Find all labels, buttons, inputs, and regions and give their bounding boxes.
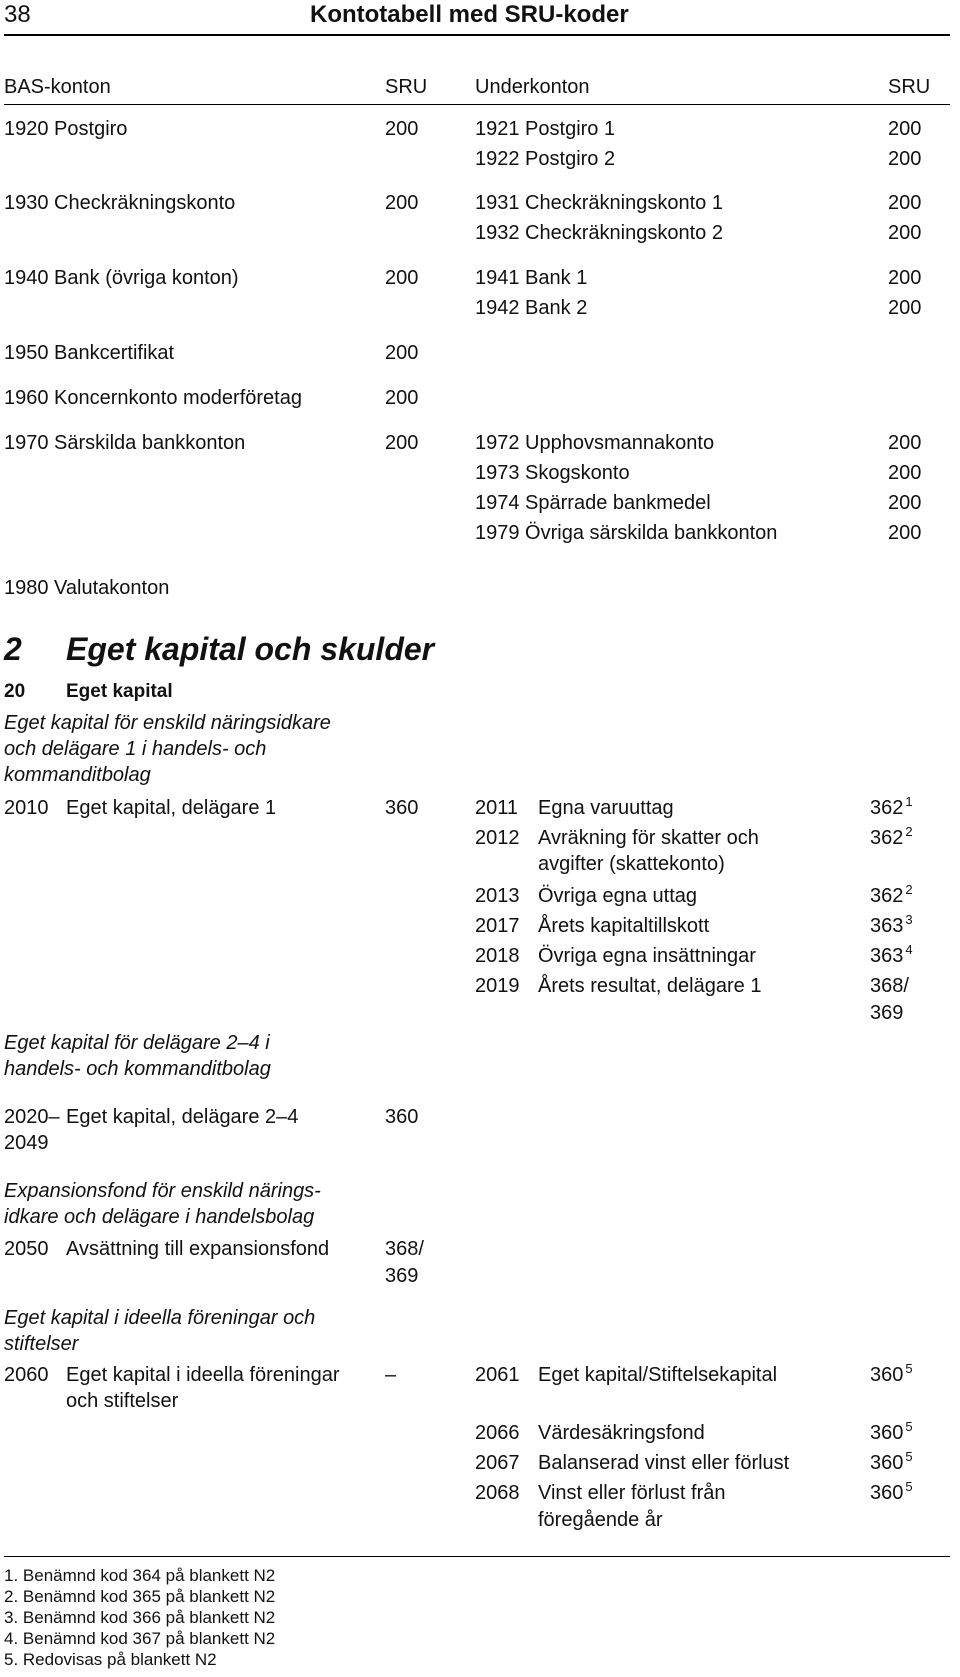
account-sru: 360 — [385, 1106, 419, 1128]
subaccount-code: 2012 — [475, 827, 520, 849]
subaccount-sru: 369 — [870, 1002, 904, 1024]
footnote-ref: 2 — [905, 882, 913, 897]
subaccount-sru: 363 $^3$ — [870, 912, 913, 937]
subaccount-sru: 200 — [888, 492, 922, 514]
account-label: 1980 Valutakonton — [4, 577, 170, 599]
subaccount-sru: 362 $^1$ — [870, 794, 913, 819]
group-heading: idkare och delägare i handelsbolag — [4, 1206, 315, 1228]
subaccount-sru: 362 $^2$ — [870, 882, 913, 907]
subaccount-sru: 200 — [888, 148, 922, 170]
subaccount-label: 1973 Skogskonto — [475, 462, 630, 484]
header-rule — [4, 34, 950, 36]
subaccount-name: Årets resultat, delägare 1 — [538, 975, 762, 997]
subaccount-label: 1972 Upphovsmannakonto — [475, 432, 715, 454]
group-heading: stiftelser — [4, 1333, 79, 1355]
subaccount-label: 1942 Bank 2 — [475, 297, 588, 319]
footnote-ref: 5 — [905, 1479, 913, 1494]
footnote-ref: 5 — [905, 1361, 913, 1376]
group-heading: handels- och kommanditbolag — [4, 1058, 271, 1080]
footnote-ref: 5 — [905, 1419, 913, 1434]
footnote: 1. Benämnd kod 364 på blankett N2 — [4, 1566, 276, 1585]
subaccount-code: 2019 — [475, 975, 520, 997]
account-code: 2050 — [4, 1238, 49, 1260]
subaccount-name: Övriga egna uttag — [538, 885, 697, 907]
subaccount-sru: 362 $^2$ — [870, 824, 913, 849]
subaccount-sru: 200 — [888, 432, 922, 454]
column-header-rule — [4, 104, 950, 105]
account-code: 2020– — [4, 1106, 60, 1128]
footnote: 2. Benämnd kod 365 på blankett N2 — [4, 1587, 276, 1606]
footnote-ref: 4 — [905, 942, 913, 957]
account-name: Eget kapital, delägare 1 — [66, 797, 277, 819]
footnote: 3. Benämnd kod 366 på blankett N2 — [4, 1608, 276, 1627]
col-header-underkonton: Underkonton — [475, 76, 590, 98]
account-label: 1970 Särskilda bankkonton — [4, 432, 246, 454]
account-sru: 200 — [385, 342, 419, 364]
col-header-sru: SRU — [385, 76, 428, 98]
subaccount-label: 1932 Checkräkningskonto 2 — [475, 222, 723, 244]
subaccount-code: 2068 — [475, 1482, 520, 1504]
subaccount-code: 2017 — [475, 915, 520, 937]
account-label: 1940 Bank (övriga konton) — [4, 267, 239, 289]
account-sru: – — [385, 1364, 397, 1386]
footnote-rule — [4, 1556, 950, 1557]
col-header-sru-sub: SRU — [888, 76, 931, 98]
subaccount-name: föregående år — [538, 1509, 663, 1531]
account-name: och stiftelser — [66, 1390, 179, 1412]
subaccount-name: Värdesäkringsfond — [538, 1422, 705, 1444]
subaccount-label: 1941 Bank 1 — [475, 267, 588, 289]
subaccount-name: Årets kapitaltillskott — [538, 915, 710, 937]
subaccount-sru: 360 $^5$ — [870, 1361, 913, 1386]
subaccount-sru: 200 — [888, 297, 922, 319]
group-heading: Expansionsfond för enskild närings- — [4, 1180, 321, 1202]
subaccount-sru: 200 — [888, 522, 922, 544]
subaccount-name: Eget kapital/Stiftelsekapital — [538, 1364, 778, 1386]
page-number: 38 — [4, 1, 31, 28]
subaccount-sru: 368/ — [870, 975, 909, 997]
subaccount-sru: 360 $^5$ — [870, 1449, 913, 1474]
group-heading: Eget kapital i ideella föreningar och — [4, 1307, 316, 1329]
section-number: 2 — [4, 631, 22, 667]
subaccount-label: 1922 Postgiro 2 — [475, 148, 616, 170]
account-sru: 200 — [385, 118, 419, 140]
account-code: 2010 — [4, 797, 49, 819]
subaccount-name: Övriga egna insättningar — [538, 945, 756, 967]
account-sru: 200 — [385, 432, 419, 454]
footnote-ref: 2 — [905, 824, 913, 839]
subaccount-sru: 360 $^5$ — [870, 1419, 913, 1444]
footnote-ref: 5 — [905, 1449, 913, 1464]
subaccount-code: 2061 — [475, 1364, 520, 1386]
group-heading: kommanditbolag — [4, 764, 151, 786]
group-heading: och delägare 1 i handels- och — [4, 738, 267, 760]
account-name: Eget kapital, delägare 2–4 — [66, 1106, 299, 1128]
subaccount-code: 2018 — [475, 945, 520, 967]
subaccount-code: 2066 — [475, 1422, 520, 1444]
account-sru: 369 — [385, 1265, 419, 1287]
group-heading: Eget kapital för delägare 2–4 i — [4, 1032, 270, 1054]
subsection-number: 20 — [4, 681, 26, 702]
subaccount-sru: 200 — [888, 118, 922, 140]
subaccount-sru: 363 $^4$ — [870, 942, 913, 967]
subaccount-label: 1931 Checkräkningskonto 1 — [475, 192, 723, 214]
account-sru: 200 — [385, 267, 419, 289]
subsection-title: Eget kapital — [66, 681, 173, 702]
account-name: Avsättning till expansionsfond — [66, 1238, 330, 1260]
section-title: Eget kapital och skulder — [66, 631, 435, 667]
account-name: Eget kapital i ideella föreningar — [66, 1364, 340, 1386]
account-code: 2049 — [4, 1132, 49, 1154]
subaccount-sru: 200 — [888, 192, 922, 214]
subaccount-name: Vinst eller förlust från — [538, 1482, 726, 1504]
subaccount-label: 1979 Övriga särskilda bankkonton — [475, 522, 778, 544]
account-code: 2060 — [4, 1364, 49, 1386]
footnote-ref: 3 — [905, 912, 913, 927]
footnote: 5. Redovisas på blankett N2 — [4, 1650, 217, 1669]
subaccount-name: avgifter (skattekonto) — [538, 853, 725, 875]
subaccount-sru: 200 — [888, 267, 922, 289]
subaccount-name: Avräkning för skatter och — [538, 827, 759, 849]
account-label: 1920 Postgiro — [4, 118, 128, 140]
account-sru: 360 — [385, 797, 419, 819]
subaccount-sru: 200 — [888, 462, 922, 484]
subaccount-sru: 360 $^5$ — [870, 1479, 913, 1504]
subaccount-name: Egna varuuttag — [538, 797, 674, 819]
subaccount-label: 1921 Postgiro 1 — [475, 118, 616, 140]
account-label: 1960 Koncernkonto moderföretag — [4, 387, 302, 409]
subaccount-sru: 200 — [888, 222, 922, 244]
col-header-bas: BAS-konton — [4, 76, 111, 98]
account-sru: 200 — [385, 387, 419, 409]
account-sru: 368/ — [385, 1238, 424, 1260]
subaccount-label: 1974 Spärrade bankmedel — [475, 492, 711, 514]
footnote: 4. Benämnd kod 367 på blankett N2 — [4, 1629, 276, 1648]
subaccount-code: 2067 — [475, 1452, 520, 1474]
subaccount-code: 2013 — [475, 885, 520, 907]
account-label: 1930 Checkräkningskonto — [4, 192, 236, 214]
subaccount-code: 2011 — [475, 797, 519, 819]
account-label: 1950 Bankcertifikat — [4, 342, 175, 364]
group-heading: Eget kapital för enskild näringsidkare — [4, 712, 331, 734]
subaccount-name: Balanserad vinst eller förlust — [538, 1452, 790, 1474]
footnote-ref: 1 — [905, 794, 913, 809]
page-title: Kontotabell med SRU-koder — [310, 1, 629, 28]
account-sru: 200 — [385, 192, 419, 214]
